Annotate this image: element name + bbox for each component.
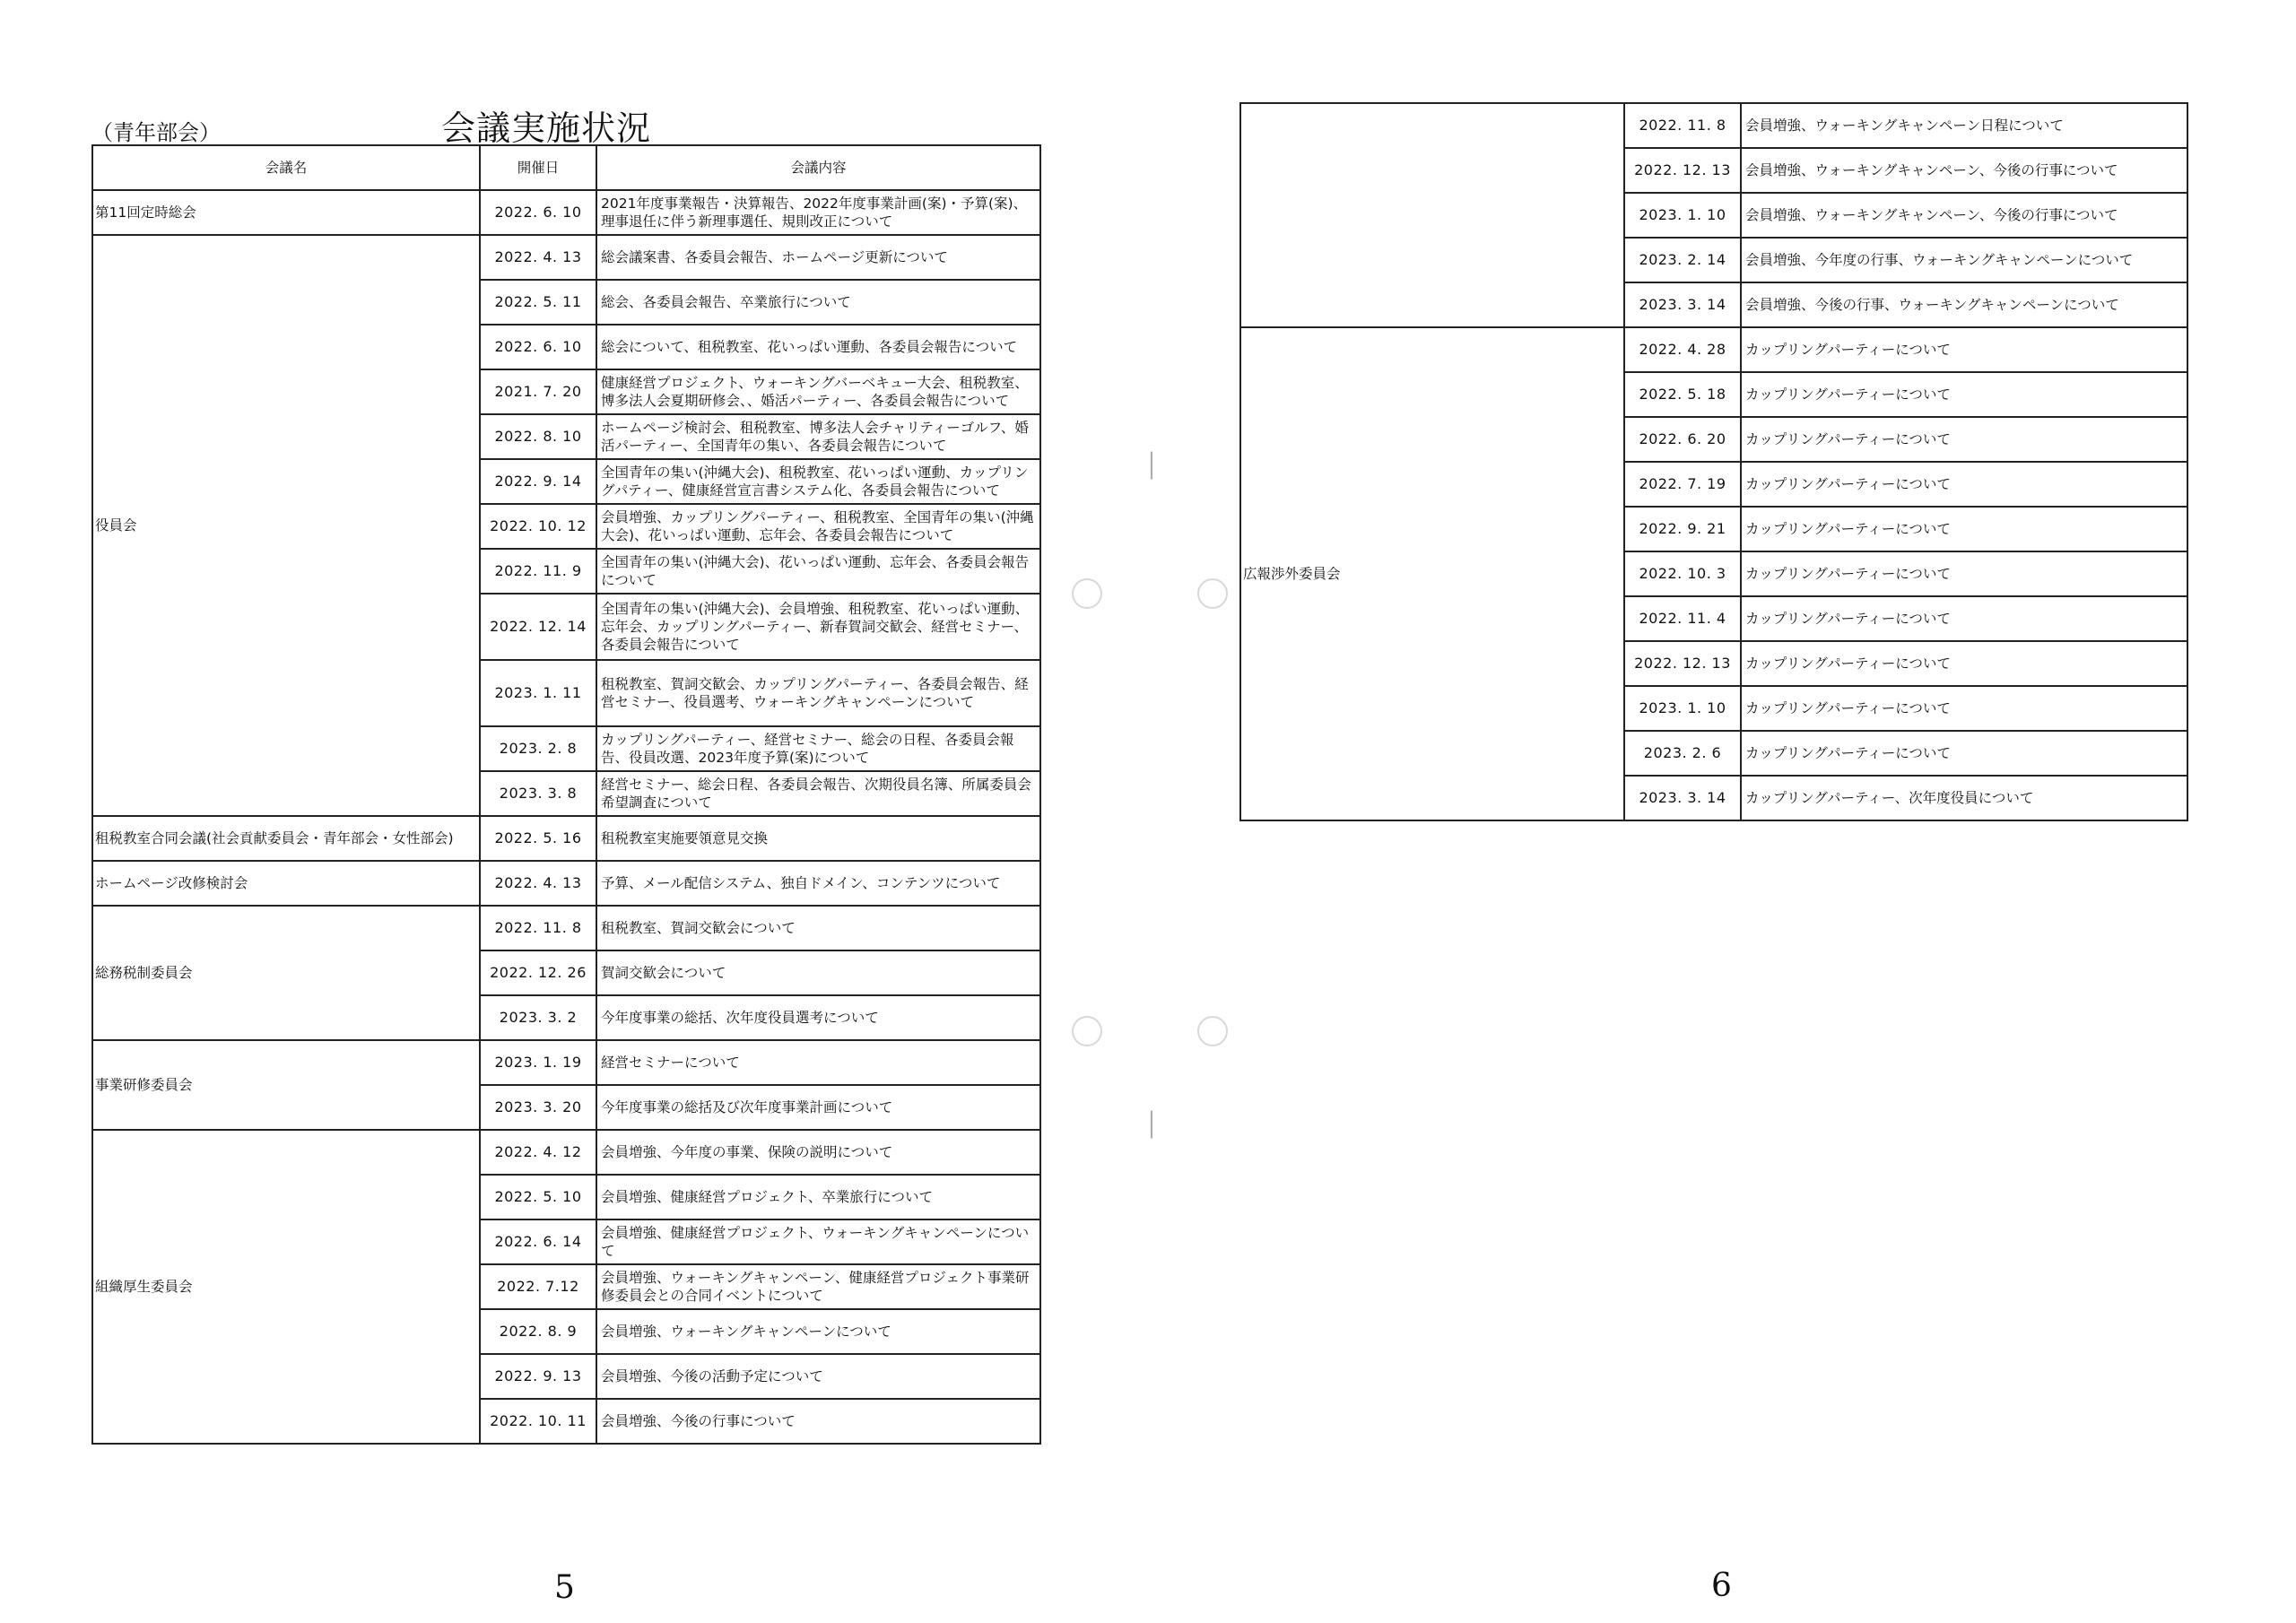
table-row bbox=[1240, 327, 2187, 372]
meeting-date-cell: 2023. 1. 10 bbox=[1624, 193, 1741, 238]
meeting-date-cell: 2022. 6. 10 bbox=[480, 325, 596, 369]
meeting-name-cell: ホームページ改修検討会 bbox=[92, 861, 480, 906]
meeting-date-cell: 2023. 2. 8 bbox=[480, 726, 596, 771]
page-number-right: 6 bbox=[1711, 1567, 1732, 1604]
meeting-date-cell: 2021. 7. 20 bbox=[480, 369, 596, 414]
meeting-date-cell: 2022. 6. 14 bbox=[480, 1219, 596, 1264]
meeting-name-cell: 租税教室合同会議(社会貢献委員会・青年部会・女性部会) bbox=[92, 816, 480, 861]
meeting-date-cell: 2022. 9. 21 bbox=[1624, 507, 1741, 551]
meeting-name-cell: 総務税制委員会 bbox=[92, 906, 480, 1040]
punch-hole bbox=[1072, 1016, 1102, 1046]
header-meeting-name: 会議名 bbox=[92, 145, 480, 190]
meeting-date-cell: 2022. 4. 13 bbox=[480, 861, 596, 906]
meeting-content-cell: 会員増強、ウォーキングキャンペーンについて bbox=[596, 1309, 1040, 1354]
meeting-date-cell: 2022. 8. 10 bbox=[480, 414, 596, 459]
meeting-date-cell: 2022. 11. 4 bbox=[1624, 596, 1741, 641]
meeting-name-cell: 事業研修委員会 bbox=[92, 1040, 480, 1130]
meeting-content-cell: カップリングパーティーについて bbox=[1741, 327, 2187, 372]
meeting-content-cell: 会員増強、カップリングパーティー、租税教室、全国青年の集い(沖縄大会)、花いっぱい運動、忘年会、各委員会報告について bbox=[596, 504, 1040, 549]
meeting-date-cell: 2022. 7.12 bbox=[480, 1264, 596, 1309]
meeting-content-cell: 予算、メール配信システム、独自ドメイン、コンテンツについて bbox=[596, 861, 1040, 906]
meeting-date-cell: 2022. 11. 8 bbox=[480, 906, 596, 950]
meeting-content-cell: カップリングパーティーについて bbox=[1741, 731, 2187, 776]
scan-mark: │ bbox=[1144, 453, 1159, 480]
meeting-content-cell: カップリングパーティーについて bbox=[1741, 417, 2187, 462]
meeting-date-cell: 2023. 1. 10 bbox=[1624, 686, 1741, 731]
meeting-date-cell: 2023. 1. 19 bbox=[480, 1040, 596, 1085]
table-row bbox=[92, 190, 1040, 235]
table-row bbox=[92, 1130, 1040, 1175]
meeting-date-cell: 2022. 11. 8 bbox=[1624, 103, 1741, 148]
meeting-date-cell: 2022. 12. 26 bbox=[480, 950, 596, 995]
meeting-name-cell: 組織厚生委員会 bbox=[92, 1130, 480, 1444]
meeting-content-cell: 会員増強、今後の活動予定について bbox=[596, 1354, 1040, 1399]
meeting-name-cell: 第11回定時総会 bbox=[92, 190, 480, 235]
meeting-date-cell: 2023. 3. 2 bbox=[480, 995, 596, 1040]
meeting-date-cell: 2022. 7. 19 bbox=[1624, 462, 1741, 507]
meeting-name-cell: 広報渉外委員会 bbox=[1240, 327, 1624, 820]
meeting-date-cell: 2022. 10. 11 bbox=[480, 1399, 596, 1444]
meeting-date-cell: 2022. 11. 9 bbox=[480, 549, 596, 594]
header-date: 開催日 bbox=[480, 145, 596, 190]
meeting-content-cell: 租税教室、賀詞交歓会、カップリングパーティー、各委員会報告、経営セミナー、役員選考、ウォーキングキャンペーンについて bbox=[596, 660, 1040, 726]
meeting-content-cell: 経営セミナー、総会日程、各委員会報告、次期役員名簿、所属委員会希望調査について bbox=[596, 771, 1040, 816]
meeting-date-cell: 2022. 9. 14 bbox=[480, 459, 596, 504]
meeting-date-cell: 2023. 3. 8 bbox=[480, 771, 596, 816]
meeting-content-cell: 2021年度事業報告・決算報告、2022年度事業計画(案)・予算(案)、理事退任に伴う新理事選任、規則改正について bbox=[596, 190, 1040, 235]
meeting-date-cell: 2023. 3. 14 bbox=[1624, 282, 1741, 327]
header-content: 会議内容 bbox=[596, 145, 1040, 190]
meeting-date-cell: 2022. 6. 10 bbox=[480, 190, 596, 235]
meeting-date-cell: 2023. 3. 14 bbox=[1624, 776, 1741, 820]
meeting-name-cell: 役員会 bbox=[92, 235, 480, 816]
meeting-date-cell: 2022. 8. 9 bbox=[480, 1309, 596, 1354]
meeting-content-cell: 租税教室実施要領意見交換 bbox=[596, 816, 1040, 861]
meeting-date-cell: 2022. 6. 20 bbox=[1624, 417, 1741, 462]
table-row bbox=[92, 906, 1040, 950]
meeting-date-cell: 2022. 4. 12 bbox=[480, 1130, 596, 1175]
page-title: 会議実施状況 bbox=[441, 108, 652, 148]
meeting-content-cell: 総会議案書、各委員会報告、ホームページ更新について bbox=[596, 235, 1040, 280]
meeting-content-cell: 総会、各委員会報告、卒業旅行について bbox=[596, 280, 1040, 325]
meeting-date-cell: 2023. 3. 20 bbox=[480, 1085, 596, 1130]
meeting-content-cell: カップリングパーティー、経営セミナー、総会の日程、各委員会報告、役員改選、2023年度予算(案)について bbox=[596, 726, 1040, 771]
page-number-left: 5 bbox=[554, 1569, 575, 1606]
meeting-content-cell: 総会について、租税教室、花いっぱい運動、各委員会報告について bbox=[596, 325, 1040, 369]
meeting-content-cell: 会員増強、ウォーキングキャンペーン、今後の行事について bbox=[1741, 148, 2187, 193]
table-row bbox=[92, 235, 1040, 280]
meeting-content-cell: 全国青年の集い(沖縄大会)、会員増強、租税教室、花いっぱい運動、忘年会、カップリングパーティー、新春賀詞交歓会、経営セミナー、各委員会報告について bbox=[596, 594, 1040, 660]
meeting-content-cell: 全国青年の集い(沖縄大会)、租税教室、花いっぱい運動、カップリングパティー、健康経営宣言書システム化、各委員会報告について bbox=[596, 459, 1040, 504]
meeting-content-cell: カップリングパーティーについて bbox=[1741, 372, 2187, 417]
meeting-date-cell: 2022. 12. 13 bbox=[1624, 148, 1741, 193]
punch-hole bbox=[1072, 578, 1102, 609]
meeting-content-cell: 賀詞交歓会について bbox=[596, 950, 1040, 995]
meeting-content-cell: 会員増強、ウォーキングキャンペーン、今後の行事について bbox=[1741, 193, 2187, 238]
meeting-date-cell: 2022. 10. 12 bbox=[480, 504, 596, 549]
meeting-table-right bbox=[1239, 102, 2188, 821]
meeting-date-cell: 2022. 5. 16 bbox=[480, 816, 596, 861]
meeting-date-cell: 2022. 12. 13 bbox=[1624, 641, 1741, 686]
meeting-date-cell: 2023. 2. 14 bbox=[1624, 238, 1741, 282]
meeting-content-cell: 会員増強、ウォーキングキャンペーン日程について bbox=[1741, 103, 2187, 148]
org-label: （青年部会） bbox=[91, 120, 221, 145]
meeting-content-cell: 会員増強、今年度の事業、保険の説明について bbox=[596, 1130, 1040, 1175]
meeting-content-cell: カップリングパーティーについて bbox=[1741, 686, 2187, 731]
meeting-date-cell: 2022. 5. 11 bbox=[480, 280, 596, 325]
meeting-content-cell: 会員増強、今後の行事について bbox=[596, 1399, 1040, 1444]
meeting-content-cell: 会員増強、ウォーキングキャンペーン、健康経営プロジェクト事業研修委員会との合同イベントについて bbox=[596, 1264, 1040, 1309]
meeting-content-cell: 会員増強、健康経営プロジェクト、ウォーキングキャンペーンについて bbox=[596, 1219, 1040, 1264]
meeting-name-cell bbox=[1240, 103, 1624, 327]
meeting-content-cell: 会員増強、今後の行事、ウォーキングキャンペーンについて bbox=[1741, 282, 2187, 327]
meeting-date-cell: 2022. 5. 18 bbox=[1624, 372, 1741, 417]
meeting-table-left bbox=[91, 144, 1041, 1445]
meeting-content-cell: カップリングパーティー、次年度役員について bbox=[1741, 776, 2187, 820]
meeting-content-cell: カップリングパーティーについて bbox=[1741, 462, 2187, 507]
table-row bbox=[92, 861, 1040, 906]
meeting-content-cell: ホームページ検討会、租税教室、博多法人会チャリティーゴルフ、婚活パーティー、全国青年の集い、各委員会報告について bbox=[596, 414, 1040, 459]
meeting-content-cell: 経営セミナーについて bbox=[596, 1040, 1040, 1085]
table-row bbox=[92, 816, 1040, 861]
meeting-content-cell: 今年度事業の総括、次年度役員選考について bbox=[596, 995, 1040, 1040]
meeting-content-cell: 租税教室、賀詞交歓会について bbox=[596, 906, 1040, 950]
meeting-date-cell: 2022. 12. 14 bbox=[480, 594, 596, 660]
meeting-date-cell: 2022. 4. 13 bbox=[480, 235, 596, 280]
meeting-content-cell: カップリングパーティーについて bbox=[1741, 641, 2187, 686]
meeting-date-cell: 2023. 2. 6 bbox=[1624, 731, 1741, 776]
meeting-content-cell: 会員増強、健康経営プロジェクト、卒業旅行について bbox=[596, 1175, 1040, 1219]
meeting-content-cell: カップリングパーティーについて bbox=[1741, 596, 2187, 641]
punch-hole bbox=[1197, 578, 1228, 609]
meeting-date-cell: 2022. 4. 28 bbox=[1624, 327, 1741, 372]
scan-mark: │ bbox=[1144, 1112, 1159, 1139]
meeting-date-cell: 2022. 9. 13 bbox=[480, 1354, 596, 1399]
table-row bbox=[92, 1040, 1040, 1085]
table-row bbox=[1240, 103, 2187, 148]
meeting-date-cell: 2022. 5. 10 bbox=[480, 1175, 596, 1219]
meeting-content-cell: 健康経営プロジェクト、ウォーキングバーベキュー大会、租税教室、博多法人会夏期研修会、、婚活パーティー、各委員会報告について bbox=[596, 369, 1040, 414]
meeting-content-cell: 会員増強、今年度の行事、ウォーキングキャンペーンについて bbox=[1741, 238, 2187, 282]
meeting-content-cell: 今年度事業の総括及び次年度事業計画について bbox=[596, 1085, 1040, 1130]
meeting-content-cell: カップリングパーティーについて bbox=[1741, 507, 2187, 551]
meeting-content-cell: 全国青年の集い(沖縄大会)、花いっぱい運動、忘年会、各委員会報告について bbox=[596, 549, 1040, 594]
meeting-date-cell: 2022. 10. 3 bbox=[1624, 551, 1741, 596]
meeting-date-cell: 2023. 1. 11 bbox=[480, 660, 596, 726]
punch-hole bbox=[1197, 1016, 1228, 1046]
meeting-content-cell: カップリングパーティーについて bbox=[1741, 551, 2187, 596]
